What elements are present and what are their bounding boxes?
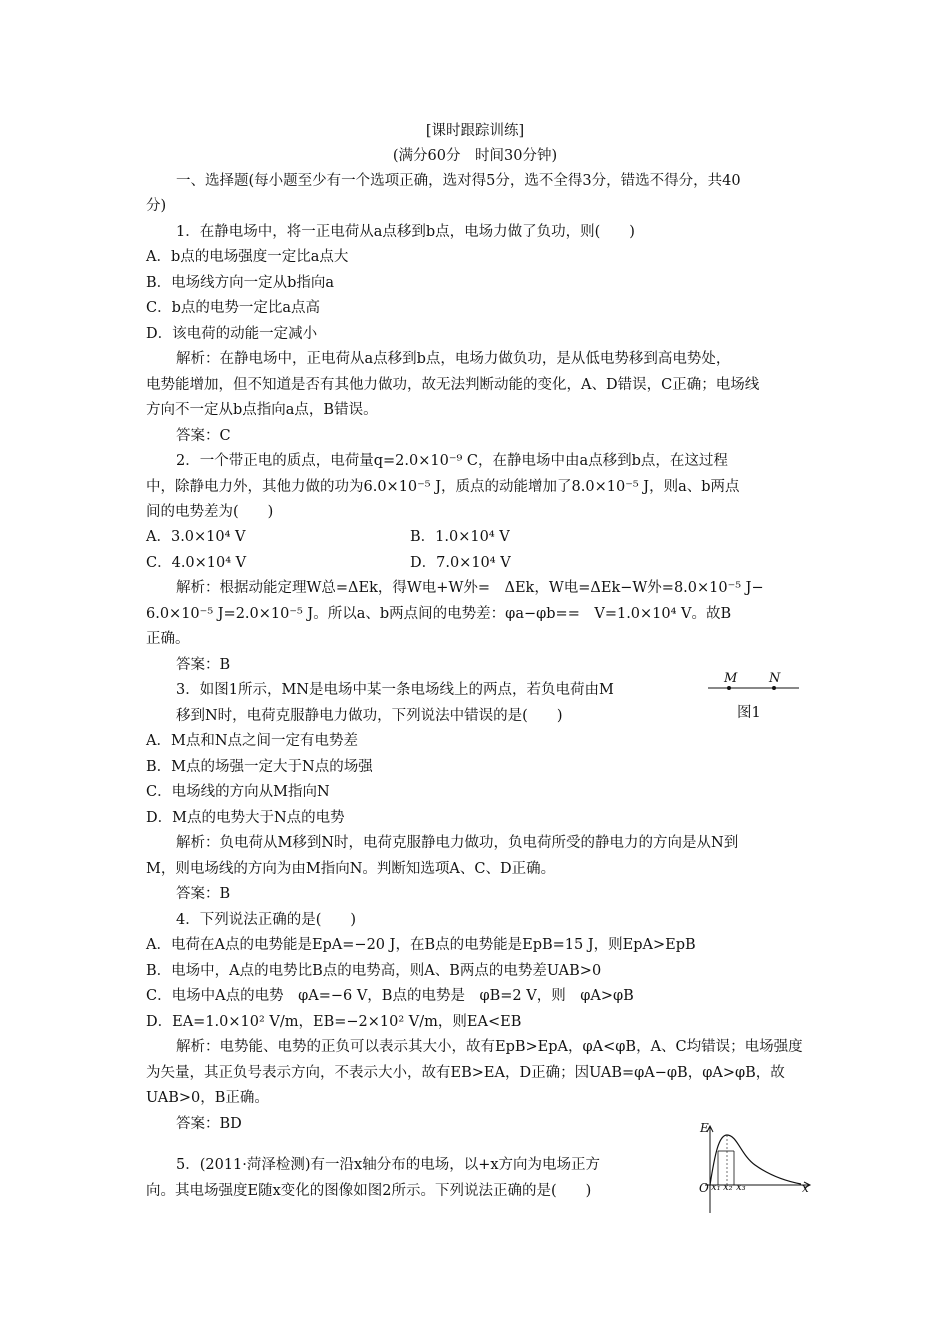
e-x-graph [697, 1123, 815, 1215]
field-line-diagram [705, 676, 805, 696]
graph-x-label: x [802, 1181, 809, 1195]
q1-analysis-3: 方向不一定从b点指向a点，B错误。 [146, 402, 378, 418]
point-m-label: M [724, 671, 738, 686]
q1-option-d: D．该电荷的动能一定减小 [146, 326, 318, 342]
section-heading: 一、选择题(每小题至少有一个选项正确，选对得5分，选不全得3分，错选不得分，共40 [176, 173, 741, 189]
q3-answer: 答案：B [176, 886, 231, 902]
q2-option-b: B．1.0×10⁴ V [410, 529, 510, 545]
q2-option-c: C．4.0×10⁴ V [146, 555, 247, 571]
q3-option-b: B．M点的场强一定大于N点的场强 [146, 759, 373, 775]
q3-stem-2: 移到N时，电荷克服静电力做功，下列说法中错误的是( ) [176, 708, 563, 724]
page-subtitle: (满分60分 时间30分钟) [392, 148, 558, 164]
q2-stem-3: 间的电势差为( ) [146, 504, 274, 520]
q4-option-b: B．电场中，A点的电势比B点的电势高，则A、B两点的电势差UAB>0 [146, 963, 602, 979]
graph-origin-label: O [699, 1181, 709, 1195]
point-n-label: N [769, 671, 781, 686]
q4-answer: 答案：BD [176, 1116, 242, 1132]
q2-option-d: D．7.0×10⁴ V [410, 555, 511, 571]
graph-x2-label: x₂ [723, 1182, 733, 1193]
q2-answer: 答案：B [176, 657, 231, 673]
section-heading-cont: 分) [146, 198, 167, 214]
q3-analysis-2: M，则电场线的方向为由M指向N。判断知选项A、C、D正确。 [146, 861, 556, 877]
q3-option-d: D．M点的电势大于N点的电势 [146, 810, 345, 826]
figure-1 [705, 671, 805, 732]
q1-answer: 答案：C [176, 428, 231, 444]
q1-analysis-2: 电势能增加，但不知道是否有其他力做功，故无法判断动能的变化，A、D错误，C正确；电场线 [146, 377, 760, 393]
q4-analysis-1: 解析：电势能、电势的正负可以表示其大小，故有EpB>EpA，φA<φB，A、C均错误；电场强度 [176, 1039, 803, 1055]
graph-y-label: E [700, 1121, 709, 1135]
q1-option-a: A．b点的电场强度一定比a点大 [146, 249, 349, 265]
q2-analysis-1: 解析：根据动能定理W总=ΔEk，得W电+W外= ΔEk，W电=ΔEk−W外=8.0×10⁻⁵ J− [176, 580, 764, 596]
graph-x3-label: x₃ [736, 1182, 746, 1193]
q2-stem-2: 中，除静电力外，其他力做的功为6.0×10⁻⁵ J，质点的动能增加了8.0×10⁻⁵ J，则a、b两点 [146, 479, 740, 495]
q4-analysis-2: 为矢量，其正负号表示方向，不表示大小，故有EB>EA，D正确；因UAB=φA−φB，φA>φB，故 [146, 1065, 785, 1081]
graph-x1-label: x₁ [711, 1182, 721, 1193]
figure-2 [697, 1123, 815, 1215]
q1-option-b: B．电场线方向一定从b指向a [146, 275, 335, 291]
q4-analysis-3: UAB>0，B正确。 [146, 1090, 269, 1106]
q2-option-a: A．3.0×10⁴ V [146, 529, 246, 545]
q1-analysis-1: 解析：在静电场中，正电荷从a点移到b点，电场力做负功，是从低电势移到高电势处， [176, 351, 731, 367]
q4-stem: 4．下列说法正确的是( ) [176, 912, 357, 928]
q4-option-c: C．电场中A点的电势 φA=−6 V，B点的电势是 φB=2 V，则 φA>φB [146, 988, 634, 1004]
q2-analysis-2: 6.0×10⁻⁵ J=2.0×10⁻⁵ J。所以a、b两点间的电势差：φa−φb== V=1.0×10⁴ V。故B [146, 606, 732, 622]
q5-stem-1: 5．(2011·菏泽检测)有一沿x轴分布的电场，以+x方向为电场正方 [176, 1157, 601, 1173]
q1-option-c: C．b点的电势一定比a点高 [146, 300, 321, 316]
q4-option-a: A．电荷在A点的电势能是EpA=−20 J，在B点的电势能是EpB=15 J，则EpA>EpB [146, 937, 696, 953]
q3-analysis-1: 解析：负电荷从M移到N时，电荷克服静电力做功，负电荷所受的静电力的方向是从N到 [176, 835, 739, 851]
q5-stem-2: 向。其电场强度E随x变化的图像如图2所示。下列说法正确的是( ) [146, 1183, 592, 1199]
q3-option-c: C．电场线的方向从M指向N [146, 784, 330, 800]
q3-stem-1: 3．如图1所示，MN是电场中某一条电场线上的两点，若负电荷由M [176, 682, 614, 698]
figure-1-caption: 图1 [737, 705, 761, 721]
q2-stem-1: 2．一个带正电的质点，电荷量q=2.0×10⁻⁹ C，在静电场中由a点移到b点，在这过程 [176, 453, 728, 469]
q4-option-d: D．EA=1.0×10² V/m，EB=−2×10² V/m，则EA<EB [146, 1014, 522, 1030]
page-title: [课时跟踪训练] [425, 123, 525, 139]
q3-option-a: A．M点和N点之间一定有电势差 [146, 733, 359, 749]
field-curve [710, 1135, 801, 1185]
q2-analysis-3: 正确。 [146, 631, 190, 647]
q1-stem: 1．在静电场中，将一正电荷从a点移到b点，电场力做了负功，则( ) [176, 224, 635, 240]
